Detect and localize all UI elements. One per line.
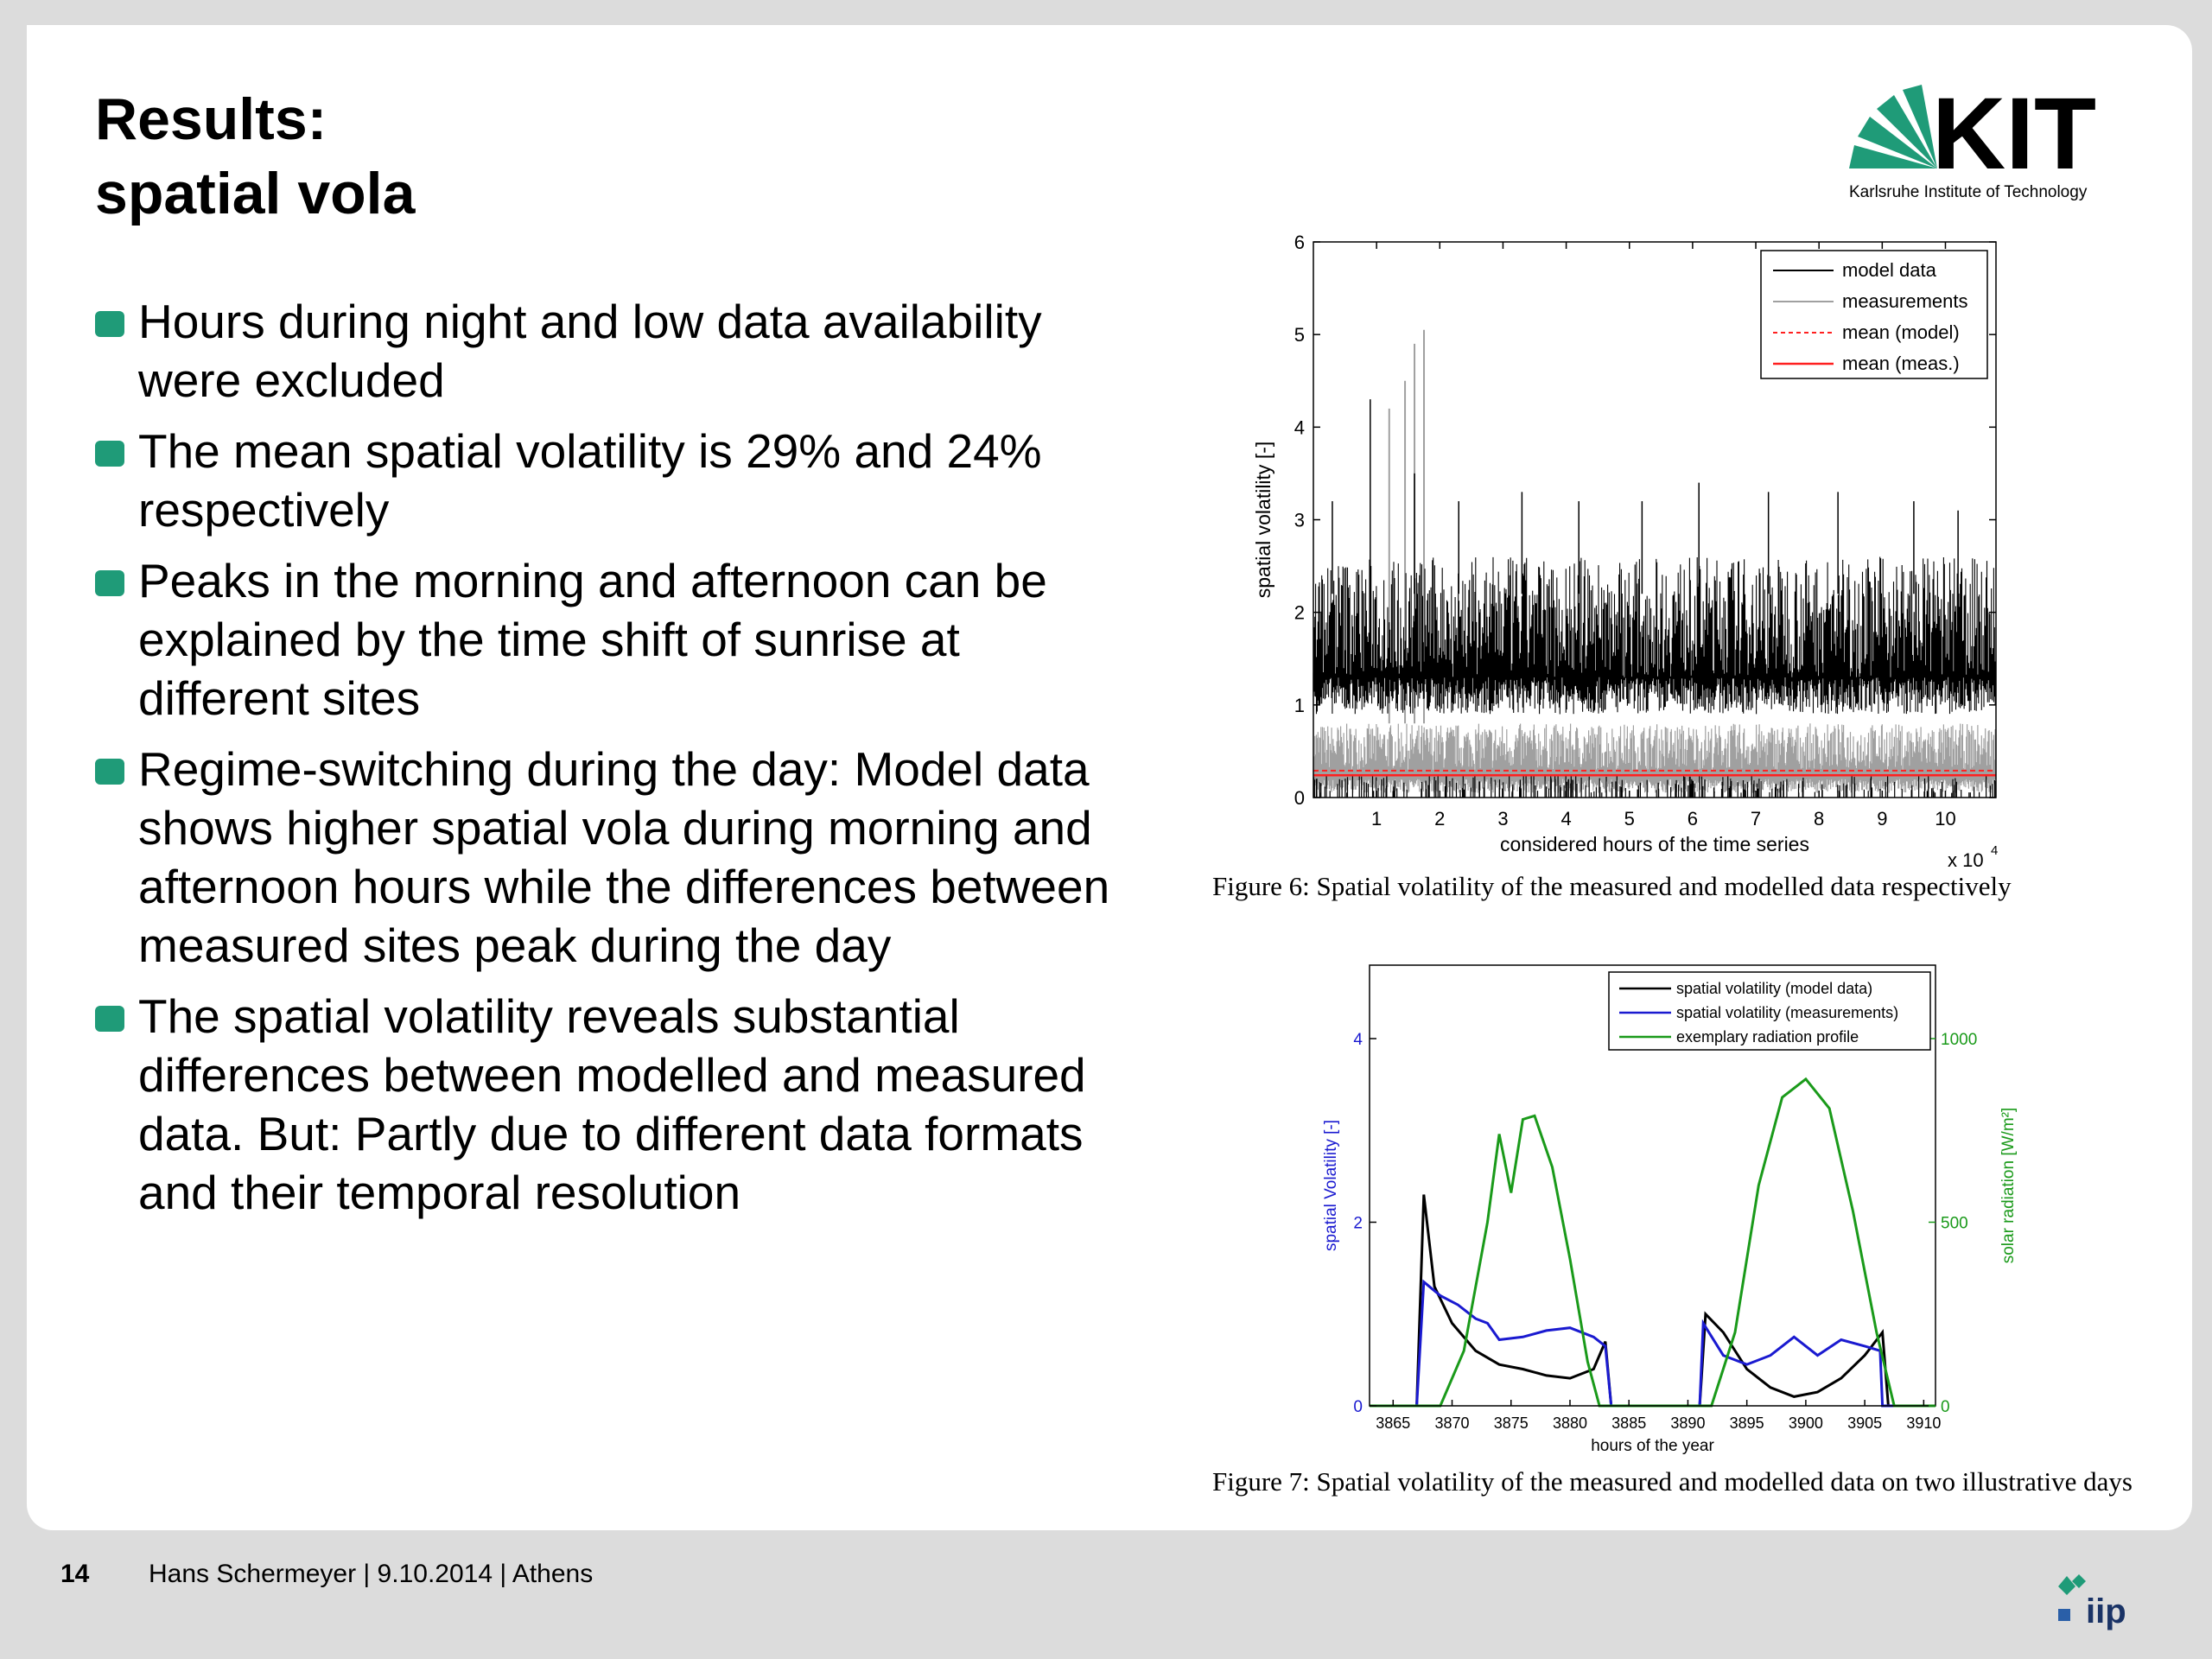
kit-logo-text: KIT bbox=[1932, 78, 2097, 191]
y-tick-label: 5 bbox=[1294, 324, 1305, 346]
legend-entry: measurements bbox=[1842, 290, 1968, 312]
x-tick-label: 6 bbox=[1687, 808, 1699, 830]
legend-entry: model data bbox=[1842, 259, 1936, 281]
x-tick-label: 3900 bbox=[1788, 1414, 1823, 1432]
iip-logo-text: iip bbox=[2086, 1592, 2126, 1630]
x-tick-label: 1 bbox=[1371, 808, 1382, 830]
x-tick-label: 3 bbox=[1497, 808, 1509, 830]
x-tick-label: 4 bbox=[1560, 808, 1572, 830]
bullet-item bbox=[95, 292, 1115, 410]
x-axis-multiplier: x 10 bbox=[1948, 849, 1984, 867]
x-tick-label: 7 bbox=[1750, 808, 1762, 830]
y-tick-label: 4 bbox=[1353, 1031, 1363, 1049]
y-tick-label: 2 bbox=[1294, 601, 1305, 624]
x-tick-label: 2 bbox=[1434, 808, 1446, 830]
iip-logo-icon bbox=[2058, 1574, 2086, 1621]
kit-logo bbox=[1849, 78, 2126, 207]
legend-entry: exemplary radiation profile bbox=[1676, 1028, 1859, 1046]
x-tick-label: 3880 bbox=[1552, 1414, 1588, 1432]
bullet-square-icon bbox=[95, 441, 124, 467]
legend-entry: mean (meas.) bbox=[1842, 353, 1960, 374]
y2-tick-label: 0 bbox=[1941, 1398, 1950, 1416]
figure-6-caption: Figure 6: Spatial volatility of the measured and modelled data respectively bbox=[1212, 871, 2012, 901]
radiation-profile-line bbox=[1370, 1079, 1936, 1406]
slide-title bbox=[95, 82, 415, 231]
footer-author-date-place: Hans Schermeyer | 9.10.2014 | Athens bbox=[149, 1560, 594, 1588]
bullet-text: Regime-switching during the day: Model data shows higher spatial vola during morning and afternoon hours while the differences between measured sites peak during the day bbox=[138, 742, 1110, 972]
bullet-square-icon bbox=[95, 570, 124, 596]
bullet-text: Peaks in the morning and afternoon can be explained by the time shift of sunrise at different sites bbox=[138, 554, 1047, 725]
y-tick-label: 2 bbox=[1353, 1214, 1363, 1233]
x-tick-label: 3875 bbox=[1493, 1414, 1529, 1432]
figure-7-chart bbox=[1305, 946, 2048, 1465]
bullet-square-icon bbox=[95, 759, 124, 785]
x-tick-label: 3910 bbox=[1906, 1414, 1942, 1432]
legend-entry: spatial volatility (model data) bbox=[1676, 980, 1873, 997]
x-tick-label: 5 bbox=[1624, 808, 1635, 830]
y-tick-label: 1 bbox=[1294, 694, 1305, 716]
title-line-1: Results: bbox=[95, 86, 327, 152]
bullet-square-icon bbox=[95, 311, 124, 337]
y-tick-label: 0 bbox=[1294, 787, 1305, 809]
x-tick-label: 3895 bbox=[1729, 1414, 1764, 1432]
y-axis-label: spatial volatility [-] bbox=[1252, 441, 1274, 599]
figure-7-caption: Figure 7: Spatial volatility of the measured and modelled data on two illustrative days bbox=[1212, 1466, 2133, 1497]
x-tick-label: 3865 bbox=[1376, 1414, 1411, 1432]
bullet-square-icon bbox=[95, 1006, 124, 1032]
y-tick-label: 0 bbox=[1353, 1398, 1363, 1416]
bullet-text: The mean spatial volatility is 29% and 24% respectively bbox=[138, 424, 1042, 537]
x-tick-label: 9 bbox=[1877, 808, 1888, 830]
kit-logo-fan-icon bbox=[1849, 85, 1937, 168]
page-number: 14 bbox=[60, 1560, 90, 1588]
x-tick-label: 3890 bbox=[1670, 1414, 1706, 1432]
x-axis-label: hours of the year bbox=[1591, 1437, 1714, 1455]
bullet-list bbox=[95, 292, 1115, 1234]
figure-6-chart bbox=[1244, 223, 2022, 867]
y2-tick-label: 1000 bbox=[1941, 1031, 1978, 1049]
x-tick-label: 10 bbox=[1935, 808, 1956, 830]
legend-entry: mean (model) bbox=[1842, 321, 1960, 343]
bullet-text: Hours during night and low data availability were excluded bbox=[138, 295, 1042, 407]
model-data-series bbox=[1313, 557, 1995, 715]
x-tick-label: 3905 bbox=[1847, 1414, 1883, 1432]
x-tick-label: 8 bbox=[1814, 808, 1825, 830]
title-line-2: spatial vola bbox=[95, 161, 416, 226]
x-axis-multiplier-exponent: 4 bbox=[1991, 843, 1999, 858]
kit-logo-subtitle: Karlsruhe Institute of Technology bbox=[1849, 183, 2088, 201]
iip-logo bbox=[2055, 1566, 2133, 1635]
bullet-item bbox=[95, 740, 1115, 975]
y-tick-label: 6 bbox=[1294, 232, 1305, 253]
measurements-series bbox=[1313, 723, 1995, 792]
y2-axis-label: solar radiation [W/m²] bbox=[1999, 1107, 2018, 1264]
y-axis-label: spatial Volatility [-] bbox=[1322, 1119, 1340, 1252]
x-tick-label: 3870 bbox=[1434, 1414, 1470, 1432]
bullet-item bbox=[95, 422, 1115, 539]
bullet-text: The spatial volatility reveals substantial differences between modelled and measured data. But: Partly due to different data formats and their temporal resolution bbox=[138, 989, 1086, 1219]
bullet-item bbox=[95, 551, 1115, 728]
y-tick-label: 4 bbox=[1294, 416, 1305, 439]
y-tick-label: 3 bbox=[1294, 509, 1305, 531]
x-tick-label: 3885 bbox=[1611, 1414, 1647, 1432]
bullet-item bbox=[95, 987, 1115, 1222]
x-axis-label: considered hours of the time series bbox=[1500, 833, 1809, 855]
measurements-volatility-line bbox=[1370, 1282, 1936, 1406]
legend-entry: spatial volatility (measurements) bbox=[1676, 1004, 1899, 1021]
y2-tick-label: 500 bbox=[1941, 1214, 1968, 1233]
